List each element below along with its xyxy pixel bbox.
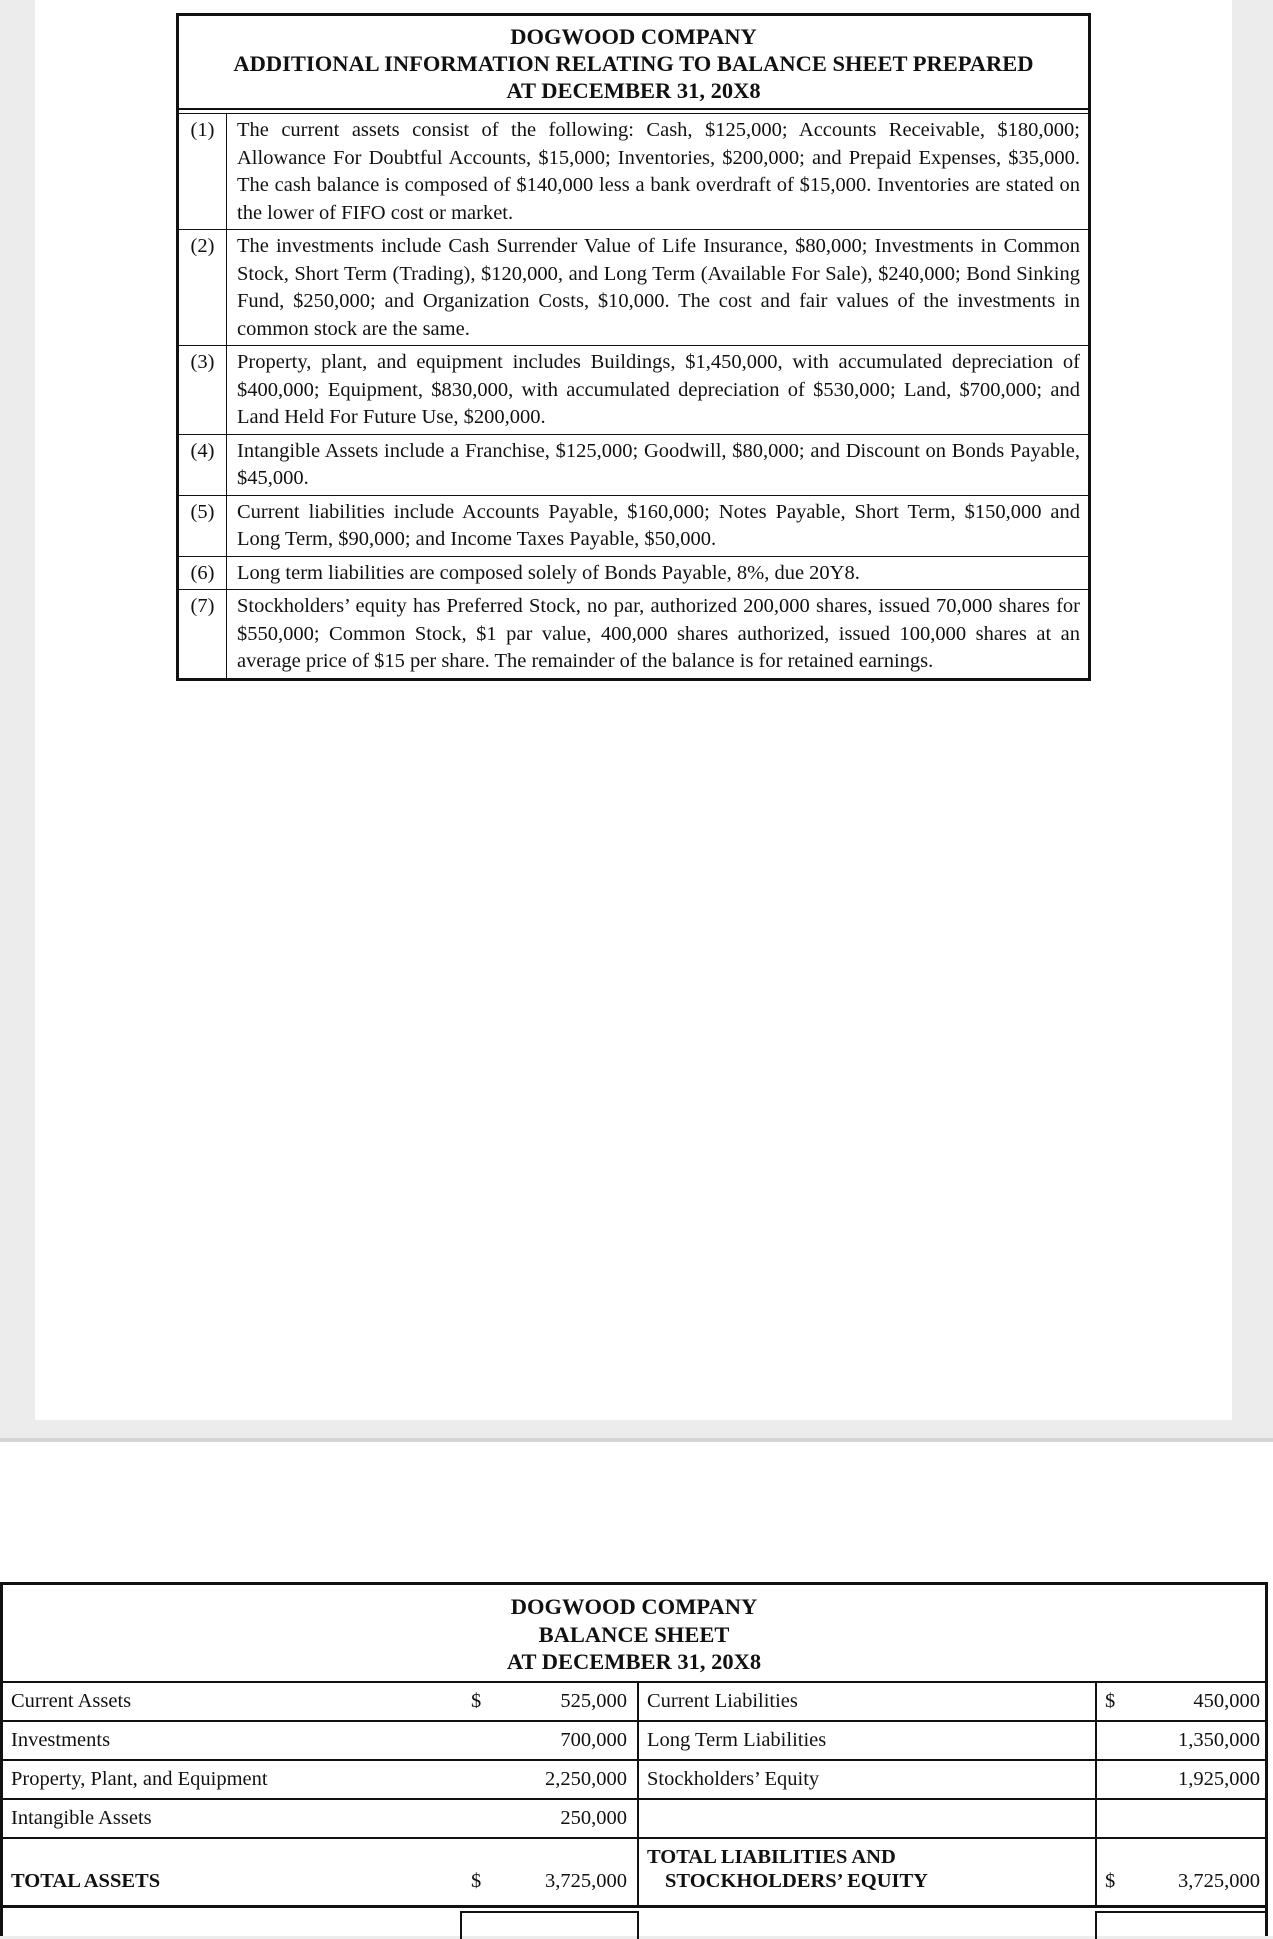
total-assets-currency: $	[471, 1870, 482, 1892]
double-underline	[1095, 1911, 1268, 1913]
column-divider	[460, 1911, 462, 1939]
row-divider	[3, 1681, 1265, 1683]
row-divider	[3, 1798, 1265, 1800]
info-item-number: (4)	[179, 435, 227, 495]
asset-label: Intangible Assets	[11, 1807, 152, 1829]
info-item	[179, 495, 1088, 556]
info-item-number: (7)	[179, 590, 227, 678]
column-divider	[637, 1911, 639, 1939]
row-divider	[3, 1720, 1265, 1722]
info-item-text: Intangible Assets include a Franchise, $125,000; Goodwill, $80,000; and Discount on Bonds Payable, $45,000.	[237, 439, 1080, 489]
info-title: ADDITIONAL INFORMATION RELATING TO BALANCE SHEET PREPARED	[233, 51, 1034, 76]
bs-title: BALANCE SHEET	[538, 1621, 730, 1647]
total-liabilities-currency: $	[1105, 1870, 1116, 1892]
liability-currency: $	[1105, 1690, 1116, 1712]
asset-label: Property, Plant, and Equipment	[11, 1768, 268, 1790]
row-divider	[3, 1759, 1265, 1761]
asset-amount: 2,250,000	[545, 1768, 627, 1790]
info-item-number: (6)	[179, 557, 227, 590]
total-liabilities-label-line2: STOCKHOLDERS’ EQUITY	[665, 1870, 928, 1892]
info-header	[179, 16, 1088, 110]
info-item-text: The investments include Cash Surrender Value of Life Insurance, $80,000; Investments in Common Stock, Short Term (Trading), $120,000, and Long Term (Available For Sale), $240,000; Bond Sinking Fund, $250,000; and Organization Costs, $10,000. The cost and fair values of the investments in common stock are the same.	[237, 235, 1080, 340]
info-item	[179, 113, 1088, 229]
liability-amount: 1,350,000	[1178, 1729, 1260, 1751]
info-item-number: (1)	[179, 114, 227, 229]
info-item	[179, 556, 1088, 590]
total-liabilities-amount: 3,725,000	[1178, 1870, 1260, 1892]
total-assets-amount: 3,725,000	[545, 1870, 627, 1892]
additional-info-table	[176, 13, 1091, 681]
double-underline	[460, 1911, 637, 1913]
bs-date: AT DECEMBER 31, 20X8	[506, 1649, 762, 1674]
liability-label: Stockholders’ Equity	[647, 1768, 820, 1790]
asset-currency: $	[471, 1690, 482, 1712]
info-item-text: Property, plant, and equipment includes Buildings, $1,450,000, with accumulated depreciation of $400,000; Equipment, $830,000, with accumulated depreciation of $530,000; Land, $700,000; and Land Held For Future Use, $200,000.	[237, 351, 1080, 428]
row-divider	[3, 1837, 1265, 1839]
column-divider	[1095, 1911, 1097, 1939]
asset-label: Current Assets	[11, 1690, 132, 1712]
row-divider	[3, 1905, 1265, 1908]
info-item-number: (2)	[179, 230, 227, 345]
info-item-text: Long term liabilities are composed solely of Bonds Payable, 8%, due 20Y8.	[237, 561, 860, 584]
liability-amount: 450,000	[1193, 1690, 1260, 1712]
liability-amount: 1,925,000	[1178, 1768, 1260, 1790]
asset-label: Investments	[11, 1729, 111, 1751]
asset-amount: 250,000	[560, 1807, 627, 1829]
balance-sheet-header	[3, 1585, 1265, 1681]
balance-sheet-table	[0, 1582, 1268, 1936]
document-page-2	[0, 1442, 1273, 1936]
info-item	[179, 345, 1088, 434]
info-item-text: Stockholders’ equity has Preferred Stock, no par, authorized 200,000 shares, issued 70,000 shares for $550,000; Common Stock, $1 par value, 400,000 shares authorized, issued 100,000 shares at an average price of $15 per share. The remainder of the balance is for retained earnings.	[237, 595, 1080, 672]
info-item-number: (5)	[179, 496, 227, 556]
info-company: DOGWOOD COMPANY	[510, 24, 757, 49]
bs-company: DOGWOOD COMPANY	[510, 1594, 758, 1619]
liability-label: Long Term Liabilities	[647, 1729, 827, 1751]
asset-amount: 700,000	[560, 1729, 627, 1751]
info-date: AT DECEMBER 31, 20X8	[506, 78, 761, 103]
info-item	[179, 229, 1088, 345]
liability-label: Current Liabilities	[647, 1690, 798, 1712]
info-item-text: The current assets consist of the following: Cash, $125,000; Accounts Receivable, $180,000; Allowance For Doubtful Accounts, $15,000; Inventories, $200,000; and Prepaid Expenses, $35,000. The cash balance is composed of $140,000 less a bank overdraft of $15,000. Inventories are stated on the lower of FIFO cost or market.	[237, 119, 1080, 224]
info-item-number: (3)	[179, 346, 227, 434]
asset-amount: 525,000	[560, 1690, 627, 1712]
total-assets-label: TOTAL ASSETS	[11, 1870, 161, 1892]
info-item	[179, 589, 1088, 678]
info-item	[179, 434, 1088, 495]
column-divider	[637, 1681, 639, 1905]
total-liabilities-label: TOTAL LIABILITIES AND	[647, 1846, 896, 1868]
info-item-text: Current liabilities include Accounts Payable, $160,000; Notes Payable, Short Term, $150,000 and Long Term, $90,000; and Income Taxes Payable, $50,000.	[237, 500, 1080, 550]
column-divider	[1095, 1681, 1097, 1905]
